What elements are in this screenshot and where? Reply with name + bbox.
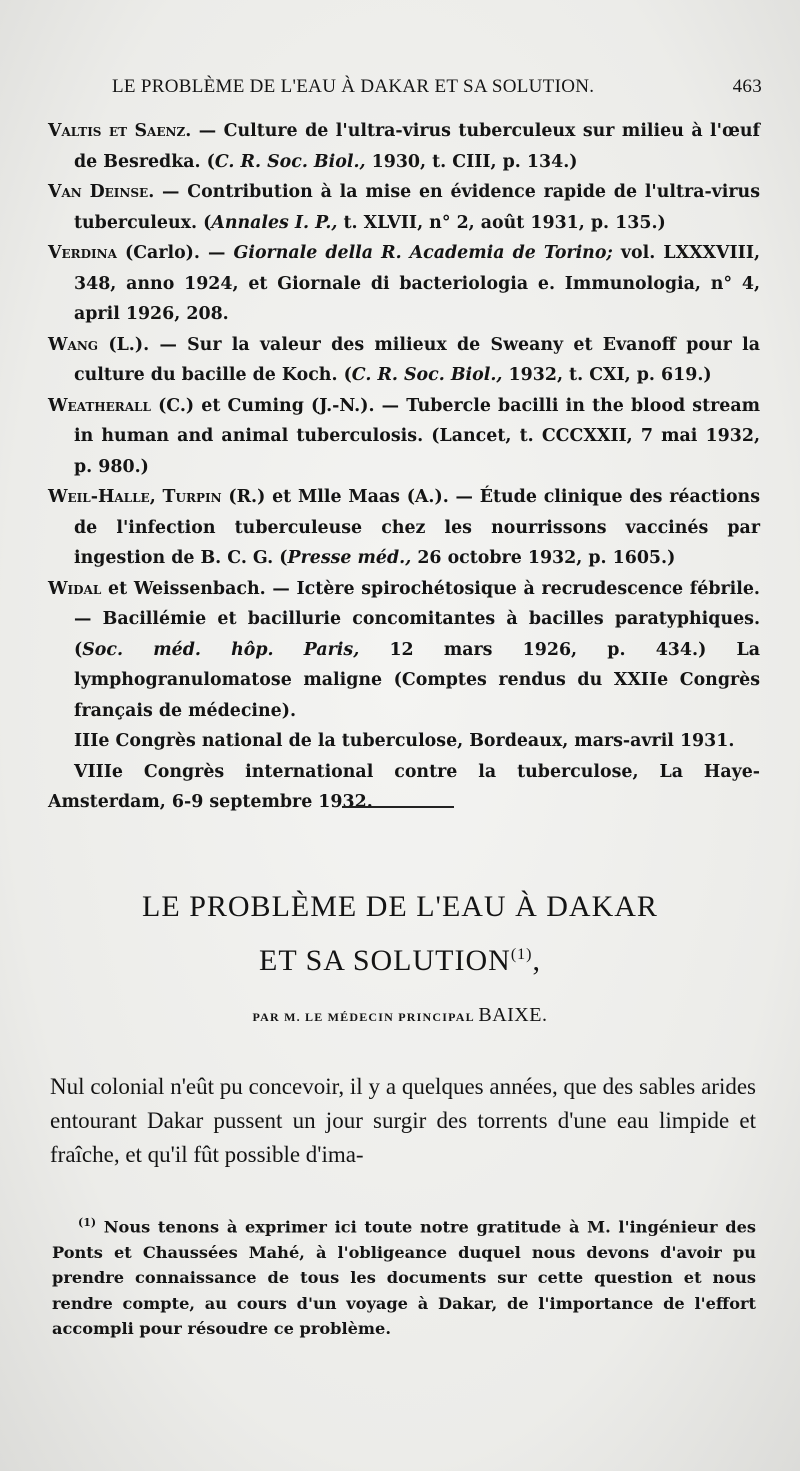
running-title: LE PROBLÈME DE L'EAU À DAKAR ET SA SOLUTION. (112, 76, 595, 97)
congress-entry: IIIe Congrès national de la tuberculose, Bordeaux, mars-avril 1931. (74, 731, 735, 751)
reference-entry: Wang (L.). — Sur la valeur des milieux de Sweany et Evanoff pour la culture du bacille de Koch. (C. R. Soc. Biol., 1932, t. CXI, p. 619.) (48, 334, 760, 385)
footnote-ref: (1) (510, 946, 533, 963)
reference-author: Valtis et Saenz. (48, 121, 192, 141)
article-title-line-1: LE PROBLÈME DE L'EAU À DAKAR (142, 890, 658, 923)
reference-author: Verdina (48, 243, 117, 263)
reference-entry: Valtis et Saenz. — Culture de l'ultra-virus tuberculeux sur milieu à l'œuf de Besredka. (C. R. Soc. Biol., 1930, t. CIII, p. 134.) (48, 121, 760, 172)
reference-entry: Weil-Halle, Turpin (R.) et Mlle Maas (A.). — Étude clinique des réactions de l'infection tuberculeuse chez les nourrissons vaccinés par ingestion de B. C. G. (Presse méd., 26 octobre 1932, p. 1605.) (48, 487, 760, 568)
article-title-line-2: ET SA SOLUTION$^{(1)}$, (259, 944, 541, 977)
footnote-mark: (1) (78, 1216, 97, 1229)
article-byline: PAR M. LE MÉDECIN PRINCIPAL BAIXE. (252, 1004, 548, 1026)
reference-author: Van Deinse. (48, 182, 155, 202)
article-body: Nul colonial n'eût pu concevoir, il y a quelques années, que des sables arides entourant Dakar pussent un jour surgir des torrents d'une eau limpide et fraîche, et qu'il fût possible d'ima- (50, 1074, 756, 1167)
bibliography (48, 116, 760, 818)
reference-entry: Verdina (Carlo). — Giornale della R. Academia de Torino; vol. LXXXVIII, 348, anno 1924, et Giornale di bacteriologia e. Immunologia, n° 4, april 1926, 208. (48, 243, 761, 324)
reference-author: Weatherall (48, 395, 151, 416)
reference-entry: Weatherall (C.) et Cuming (J.-N.). — Tubercle bacilli in the blood stream in human and animal tuberculosis. (Lancet, t. CCCXXII, 7 mai 1932, p. 980.) (48, 395, 760, 477)
reference-author: Weil-Halle, Turpin (48, 487, 222, 507)
page-number: 463 (732, 76, 762, 97)
footnote: $^{(1)}$ Nous tenons à exprimer ici toute notre gratitude à M. l'ingénieur des Ponts et Chaussées Mahé, à l'obligeance duquel nous devons d'avoir pu prendre connaissance de tous les documents sur cette question et nous rendre compte, au cours d'un voyage à Dakar, de l'importance de l'effort accompli pour résoudre ce problème. (52, 1216, 756, 1339)
reference-author: Widal (48, 578, 102, 599)
reference-entry: Van Deinse. — Contribution à la mise en évidence rapide de l'ultra-virus tuberculeux. (Annales I. P., t. XLVII, n° 2, août 1931, p. 135.) (48, 182, 760, 233)
author-name: BAIXE. (478, 1004, 548, 1026)
reference-entry: Widal et Weissenbach. — Ictère spirochétosique à recrudescence fébrile. — Bacillémie et bacillurie concomitantes à bacilles paratyphiques. (Soc. méd. hôp. Paris, 12 mars 1926, p. 434.) La lymphogranulomatose maligne (Comptes rendus du XXIIe Congrès français de médecine). (48, 578, 760, 721)
reference-author: Wang (48, 334, 99, 355)
running-header (112, 76, 762, 98)
section-divider (342, 806, 454, 808)
congress-entry: VIIIe Congrès international contre la tuberculose, La Haye-Amsterdam, 6-9 septembre 1932. (48, 761, 760, 812)
